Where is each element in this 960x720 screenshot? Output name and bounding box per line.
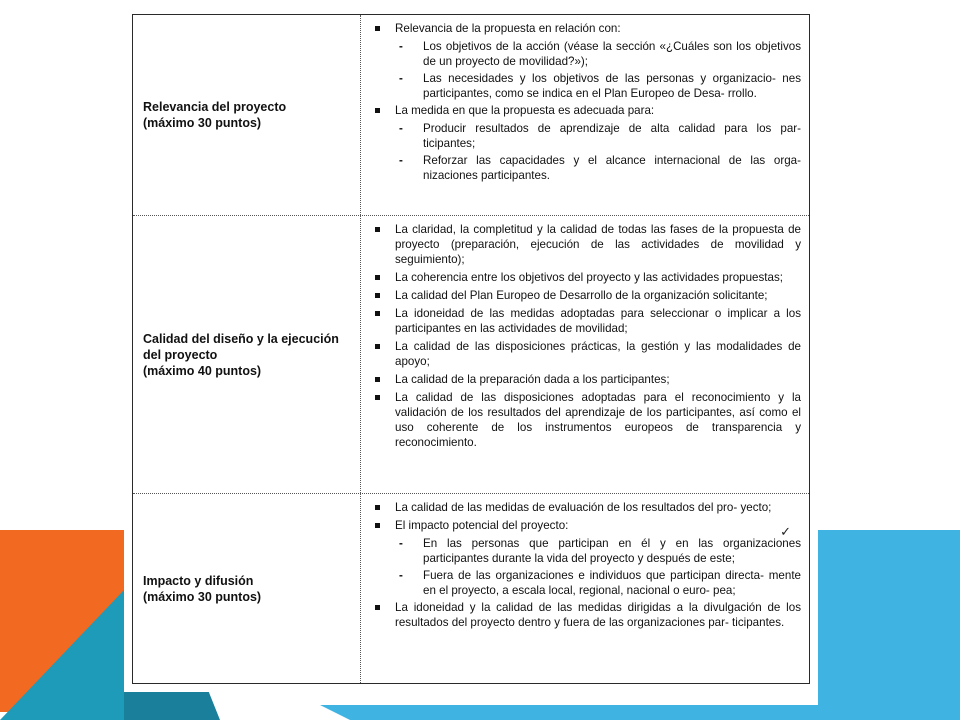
list-item: La calidad de las disposiciones prácticas, la gestión y las modalidades de apoyo; — [371, 339, 801, 369]
criterion-title: Impacto y difusión — [143, 573, 254, 588]
list-item: La medida en que la propuesta es adecuada para: — [371, 103, 801, 118]
list-subitem: - Los objetivos de la acción (véase la sección «¿Cuáles son los objetivos de un proyecto de movilidad?»); — [371, 39, 801, 69]
table-row-design-quality — [133, 216, 809, 494]
criterion-details — [361, 494, 809, 683]
criterion-label — [133, 494, 361, 683]
criterion-details — [361, 15, 809, 215]
list-item: El impacto potencial del proyecto: — [371, 518, 801, 533]
list-item: La calidad de las disposiciones adoptadas para el reconocimiento y la validación de los resultados del aprendizaje de los participantes, así como el uso coherente de los instrumentos europeos de transparencia y reconocimiento. — [371, 390, 801, 450]
criterion-title-cont: del proyecto — [143, 347, 218, 362]
list-subitem: - Producir resultados de aprendizaje de alta calidad para los par- ticipantes; — [371, 121, 801, 151]
list-item: La idoneidad y la calidad de las medidas dirigidas a la divulgación de los resultados del proyecto dentro y fuera de las organizaciones par- ticipantes. — [371, 600, 801, 630]
criterion-points: (máximo 30 puntos) — [143, 116, 262, 130]
criterion-points: (máximo 30 puntos) — [143, 589, 262, 604]
criterion-title: Calidad del diseño y la ejecución — [143, 331, 339, 346]
list-item: Relevancia de la propuesta en relación con: — [371, 21, 801, 36]
criteria-table — [132, 14, 810, 684]
list-subitem: - Fuera de las organizaciones e individuos que participan directa- mente en el proyecto, a escala local, regional, nacional o euro- pea; — [371, 568, 801, 598]
list-item: La calidad del Plan Europeo de Desarrollo de la organización solicitante; — [371, 288, 801, 303]
scanned-document — [124, 0, 818, 692]
list-item: La calidad de la preparación dada a los participantes; — [371, 372, 801, 387]
criterion-points: (máximo 40 puntos) — [143, 363, 262, 378]
table-row-relevance — [133, 15, 809, 216]
list-item: La coherencia entre los objetivos del proyecto y las actividades propuestas; — [371, 270, 801, 285]
list-subitem: - En las personas que participan en él y en las organizaciones participantes durante la vida del proyecto y después de este; — [371, 536, 801, 566]
criterion-label — [133, 15, 361, 215]
criterion-details — [361, 216, 809, 493]
handwritten-mark-icon: ✓ — [780, 524, 791, 539]
list-item: La claridad, la completitud y la calidad de todas las fases de la propuesta de proyecto (preparación, ejecución de las actividades de movilidad y seguimiento); — [371, 222, 801, 267]
criterion-label — [133, 216, 361, 493]
list-item: La idoneidad de las medidas adoptadas para seleccionar o implicar a los participantes en las actividades de movilidad; — [371, 306, 801, 336]
table-row-impact — [133, 494, 809, 683]
list-subitem: - Las necesidades y los objetivos de las personas y organizacio- nes participantes, como se indica en el Plan Europeo de Desa- rrollo. — [371, 71, 801, 101]
criterion-title: Relevancia del proyecto — [143, 100, 287, 114]
list-subitem: - Reforzar las capacidades y el alcance internacional de las orga- nizaciones participantes. — [371, 153, 801, 183]
list-item: La calidad de las medidas de evaluación de los resultados del pro- yecto; — [371, 500, 801, 515]
